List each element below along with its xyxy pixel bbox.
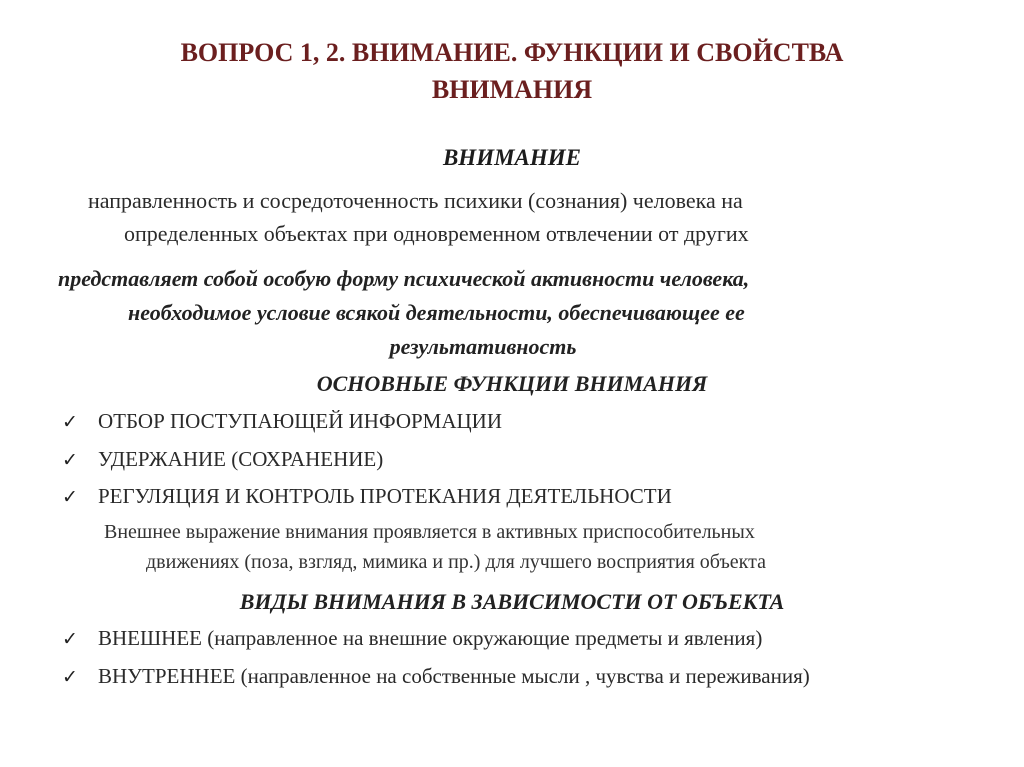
external-expression-line-1: Внешнее выражение внимания проявляется в активных приспособительных	[104, 521, 755, 543]
italic-statement-line-2: необходимое условие всякой деятельности, обеспечивающее ее	[128, 300, 745, 325]
definition-text	[88, 184, 988, 250]
type-item-internal	[62, 661, 810, 693]
function-item-text: РЕГУЛЯЦИЯ И КОНТРОЛЬ ПРОТЕКАНИЯ ДЕЯТЕЛЬНОСТИ	[98, 484, 672, 508]
function-item-text: УДЕРЖАНИЕ (СОХРАНЕНИЕ)	[98, 447, 384, 471]
italic-statement	[58, 262, 978, 364]
slide-title-line-2: ВНИМАНИЯ	[431, 75, 593, 104]
external-expression-text	[104, 517, 984, 577]
definition-line-2: определенных объектах при одновременном отвлечении от других	[124, 221, 749, 246]
definition-heading: ВНИМАНИЕ	[442, 145, 582, 170]
type-item-text: ВНУТРЕННЕЕ (направленное на собственные мысли , чувства и переживания)	[98, 664, 810, 688]
type-item-text: ВНЕШНЕЕ (направленное на внешние окружающие предметы и явления)	[98, 626, 763, 650]
function-item-selection	[62, 406, 502, 438]
type-item-external	[62, 623, 762, 655]
external-expression-line-2: движениях (поза, взгляд, мимика и пр.) для лучшего восприятия объекта	[146, 551, 766, 573]
slide-title-line-1: ВОПРОС 1, 2. ВНИМАНИЕ. ФУНКЦИИ И СВОЙСТВА	[180, 38, 844, 67]
function-item-text: ОТБОР ПОСТУПАЮЩЕЙ ИНФОРМАЦИИ	[98, 409, 502, 433]
definition-line-1: направленность и сосредоточенность психики (сознания) человека на	[88, 188, 743, 213]
function-item-regulation	[62, 481, 672, 513]
italic-statement-line-1: представляет собой особую форму психической активности человека,	[58, 266, 750, 291]
checkmark-icon: ✓	[62, 412, 78, 433]
italic-statement-line-3: результативность	[389, 334, 577, 359]
checkmark-icon: ✓	[62, 487, 78, 508]
slide-title	[100, 34, 924, 108]
checkmark-icon: ✓	[62, 667, 78, 688]
function-item-retention	[62, 444, 383, 476]
checkmark-icon: ✓	[62, 450, 78, 471]
checkmark-icon: ✓	[62, 629, 78, 650]
functions-heading: ОСНОВНЫЕ ФУНКЦИИ ВНИМАНИЯ	[316, 371, 708, 396]
types-heading: ВИДЫ ВНИМАНИЯ В ЗАВИСИМОСТИ ОТ ОБЪЕКТА	[239, 589, 785, 614]
